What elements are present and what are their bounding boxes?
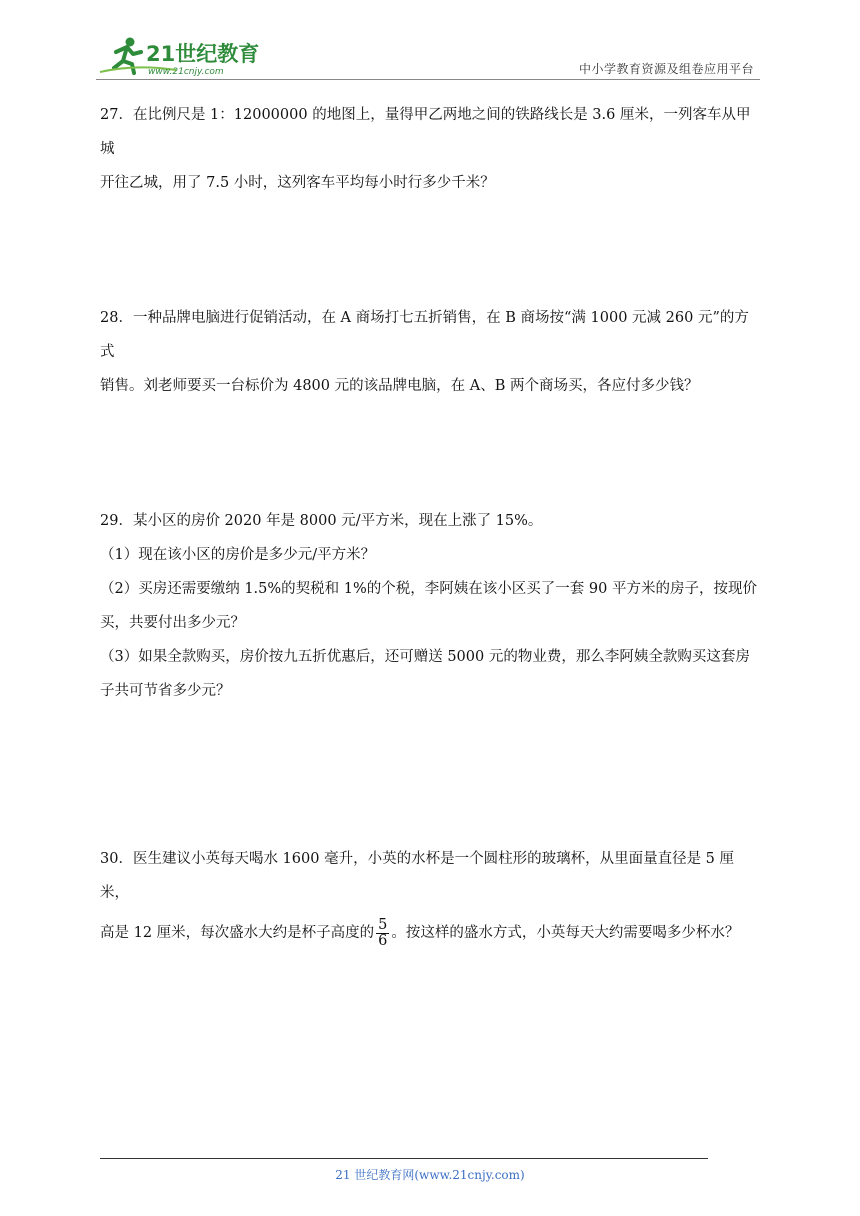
question-line: 29．某小区的房价 2020 年是 8000 元/平方米，现在上涨了 15%。	[100, 513, 543, 529]
fraction-denominator: 6	[378, 932, 388, 949]
logo-text: 21世纪教育	[146, 42, 260, 66]
footer-link[interactable]: 21 世纪教育网(www.21cnjy.com)	[335, 1168, 525, 1182]
site-logo[interactable]	[96, 34, 266, 80]
question-line: 27．在比例尺是 1：12000000 的地图上，量得甲乙两地之间的铁路线长是 3.6 厘米，一列客车从甲城	[100, 107, 751, 157]
footer-divider	[100, 1158, 708, 1159]
sub-question-2: （2）买房还需要缴纳 1.5%的契税和 1%的个税，李阿姨在该小区买了一套 90 平方米的房子，按现价	[100, 581, 757, 597]
question-30	[100, 842, 762, 950]
question-line: 开往乙城，用了 7.5 小时，这列客车平均每小时行多少千米？	[100, 175, 495, 191]
sub-question-3: （3）如果全款购买，房价按九五折优惠后，还可赠送 5000 元的物业费，那么李阿姨全款购买这套房	[100, 649, 750, 665]
fraction	[376, 918, 389, 949]
question-28	[100, 301, 762, 403]
logo-url: www.21cnjy.com	[148, 67, 224, 77]
header-divider	[96, 79, 760, 80]
question-29	[100, 504, 762, 708]
question-line: 子共可节省多少元？	[100, 683, 231, 699]
question-line: 销售。刘老师要买一台标价为 4800 元的该品牌电脑，在 A、B 两个商场买，各应付多少钱？	[100, 378, 699, 394]
question-line: 28．一种品牌电脑进行促销活动，在 A 商场打七五折销售，在 B 商场按“满 1000 元减 260 元”的方式	[100, 310, 749, 360]
question-27	[100, 98, 762, 200]
question-text: 。按这样的盛水方式，小英每天大约需要喝多少杯水？	[391, 925, 740, 941]
platform-tagline: 中小学教育资源及组卷应用平台	[578, 62, 754, 76]
question-line: 买，共要付出多少元？	[100, 615, 245, 631]
sub-question-1: （1）现在该小区的房价是多少元/平方米？	[100, 547, 376, 563]
page-header	[96, 34, 760, 82]
question-text: 高是 12 厘米，每次盛水大约是杯子高度的	[100, 925, 375, 941]
runner-logo-icon	[96, 34, 266, 80]
fraction-numerator: 5	[378, 916, 388, 933]
question-line: 30．医生建议小英每天喝水 1600 毫升，小英的水杯是一个圆柱形的玻璃杯，从里面量直径是 5 厘米，	[100, 851, 735, 901]
question-line	[100, 916, 762, 950]
